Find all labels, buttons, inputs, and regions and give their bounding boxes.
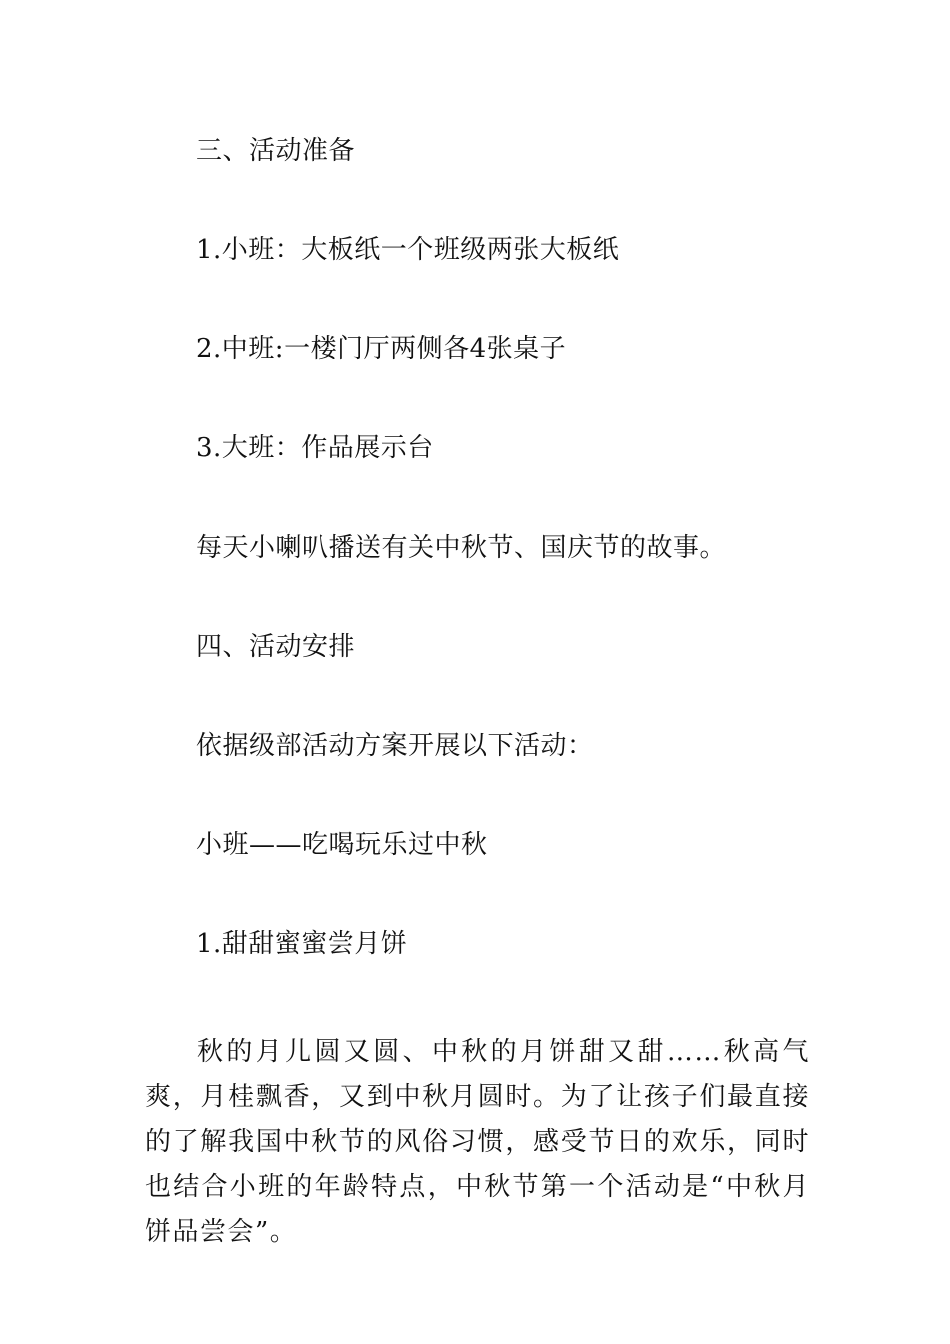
section-heading-arrangement: 四、活动安排 (196, 632, 356, 662)
section-heading-preparation: 三、活动准备 (196, 136, 356, 166)
list-item-middle-class: 2.中班:一楼门厅两侧各4张桌子 (196, 334, 567, 364)
list-item-small-class: 1.小班：大板纸一个班级两张大板纸 (196, 235, 620, 265)
body-paragraph: 秋的月儿圆又圆、中秋的月饼甜又甜……秋高气爽，月桂飘香，又到中秋月圆时。为了让孩子们最直接的了解我国中秋节的风俗习惯，感受节日的欢乐，同时也结合小班的年龄特点，中秋节第一个活动是“中秋月饼品尝会”。 (145, 1037, 810, 1247)
broadcast-note: 每天小喇叭播送有关中秋节、国庆节的故事。 (196, 533, 727, 563)
activity-item-mooncake: 1.甜甜蜜蜜尝月饼 (196, 929, 408, 959)
list-item-big-class: 3.大班：作品展示台 (196, 433, 434, 463)
subheading-small-class: 小班——吃喝玩乐过中秋 (196, 830, 488, 860)
arrangement-intro: 依据级部活动方案开展以下活动： (196, 731, 594, 761)
